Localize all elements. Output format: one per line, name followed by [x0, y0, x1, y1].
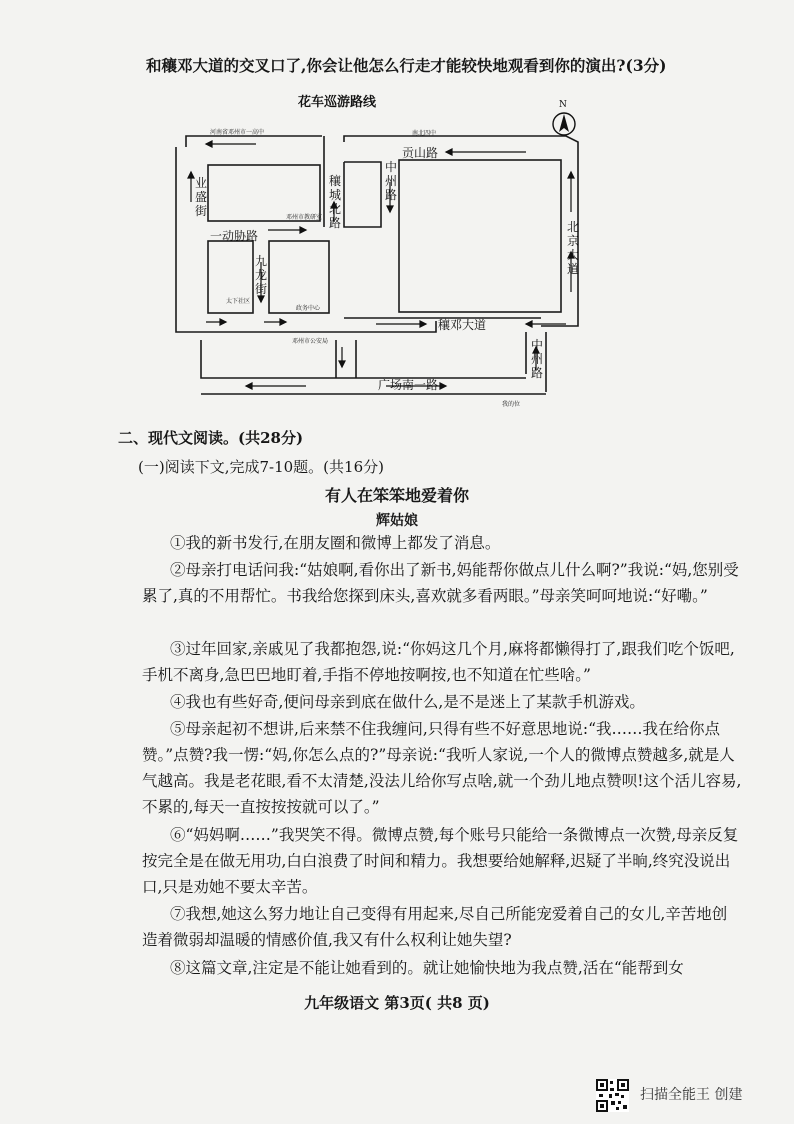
label-police: 邓州市公安局: [292, 338, 329, 345]
street-zhongzhou-south: 中州路: [530, 338, 543, 380]
street-gongshan: 贡山路: [402, 146, 439, 160]
map-title: 花车巡游路线: [298, 95, 377, 110]
paragraph-text: ②母亲打电话问我:“姑娘啊,看你出了新书,妈能帮你做点儿什么啊?”我说:“妈,您别受累了,真的不用帮忙。书我给您探到床头,喜欢就多看两眼。”母亲笑呵呵地说:“好嘞。”: [142, 561, 739, 605]
paragraph-text: ③过年回家,亲戚见了我都抱怨,说:“你妈这几个月,麻将都懒得打了,跟我们吃个饭吧,手机不离身,急巴巴地盯着,手指不停地按啊按,也不知道在忙些啥。”: [142, 640, 735, 684]
street-yidongsheng: 一动胁路: [210, 229, 259, 243]
paragraph-5: [142, 716, 742, 820]
paragraph-7: [142, 901, 742, 953]
section-subtitle: (一)阅读下文,完成7-10题。(共16分): [138, 458, 384, 476]
article-author: 辉姑娘: [376, 513, 418, 529]
paragraph-text: ⑤母亲起初不想讲,后来禁不住我缠问,只得有些不好意思地说:“我……我在给你点赞。”点赞?我一愣:“妈,你怎么点的?”母亲说:“我听人家说,一个人的微博点赞越多,就是人气越高。我是老花眼,看不太清楚,没法儿给你写点啥,就一个劲儿地点赞呗!这个活儿容易,不累的,每天一直按按按就可以了。”: [142, 720, 742, 816]
label-no1-high-school: 河南省邓州市一高中: [210, 129, 265, 136]
street-guangchang: 广场南一路: [378, 378, 439, 392]
paragraph-text: ①我的新书发行,在朋友圈和微博上都发了消息。: [170, 534, 501, 552]
question-text: 和穰邓大道的交叉口了,你会让他怎么行走才能较快地观看到你的演出?(3分): [146, 56, 667, 75]
paragraph-8: [142, 955, 742, 981]
paragraph-3: [142, 636, 742, 688]
street-beijing: 北京大道: [566, 220, 579, 276]
north-arrow-icon: [553, 113, 575, 135]
label-teaching-office: 邓州市教研室: [286, 214, 323, 221]
street-yesheng: 业盛街: [194, 176, 207, 218]
paragraph-text: ④我也有些好奇,便问母亲到底在做什么,是不是迷上了某款手机游戏。: [170, 693, 645, 711]
label-community: 太下社区: [226, 298, 251, 305]
parade-route-map: [146, 95, 596, 422]
article-title: 有人在笨笨地爱着你: [324, 486, 469, 505]
scanner-watermark: 扫描全能王 创建: [640, 1087, 743, 1103]
paragraph-text: ⑦我想,她这么努力地让自己变得有用起来,尽自己所能宠爱着自己的女儿,辛苦地创造着微弱却温暖的情感价值,我又有什么权利让她失望?: [142, 905, 728, 949]
label-no4-school: 南北四中: [412, 130, 437, 137]
street-rangcheng: 穰城北路: [328, 174, 341, 230]
paragraph-text: ⑥“妈妈啊……”我哭笑不得。微博点赞,每个账号只能给一条微博点一次赞,母亲反复按完全是在做无用功,白白浪费了时间和精力。我想要给她解释,迟疑了半晌,终究没说出口,只是劝她不要太辛苦。: [142, 826, 739, 896]
paragraph-text: ⑧这篇文章,注定是不能让她看到的。就让她愉快地为我点赞,活在“能帮到女: [170, 959, 684, 977]
street-rangdeng: 穰邓大道: [438, 318, 487, 332]
qr-code-icon: [596, 1079, 629, 1112]
label-my-position: 我的位: [502, 401, 521, 408]
map-lines: [146, 102, 596, 422]
page-footer: 九年级语文 第3页( 共8 页): [304, 994, 490, 1012]
label-gov-center: 政务中心: [296, 305, 321, 312]
paragraph-2: [142, 557, 742, 609]
paragraph-6: [142, 822, 742, 900]
north-label: N: [559, 100, 567, 110]
paragraph-1: [142, 530, 742, 556]
paragraph-4: [142, 689, 742, 715]
street-jiulong: 九龙街: [254, 254, 267, 296]
street-zhongzhou-north: 中州路: [384, 160, 397, 202]
section-title: 二、现代文阅读。(共28分): [118, 429, 304, 447]
